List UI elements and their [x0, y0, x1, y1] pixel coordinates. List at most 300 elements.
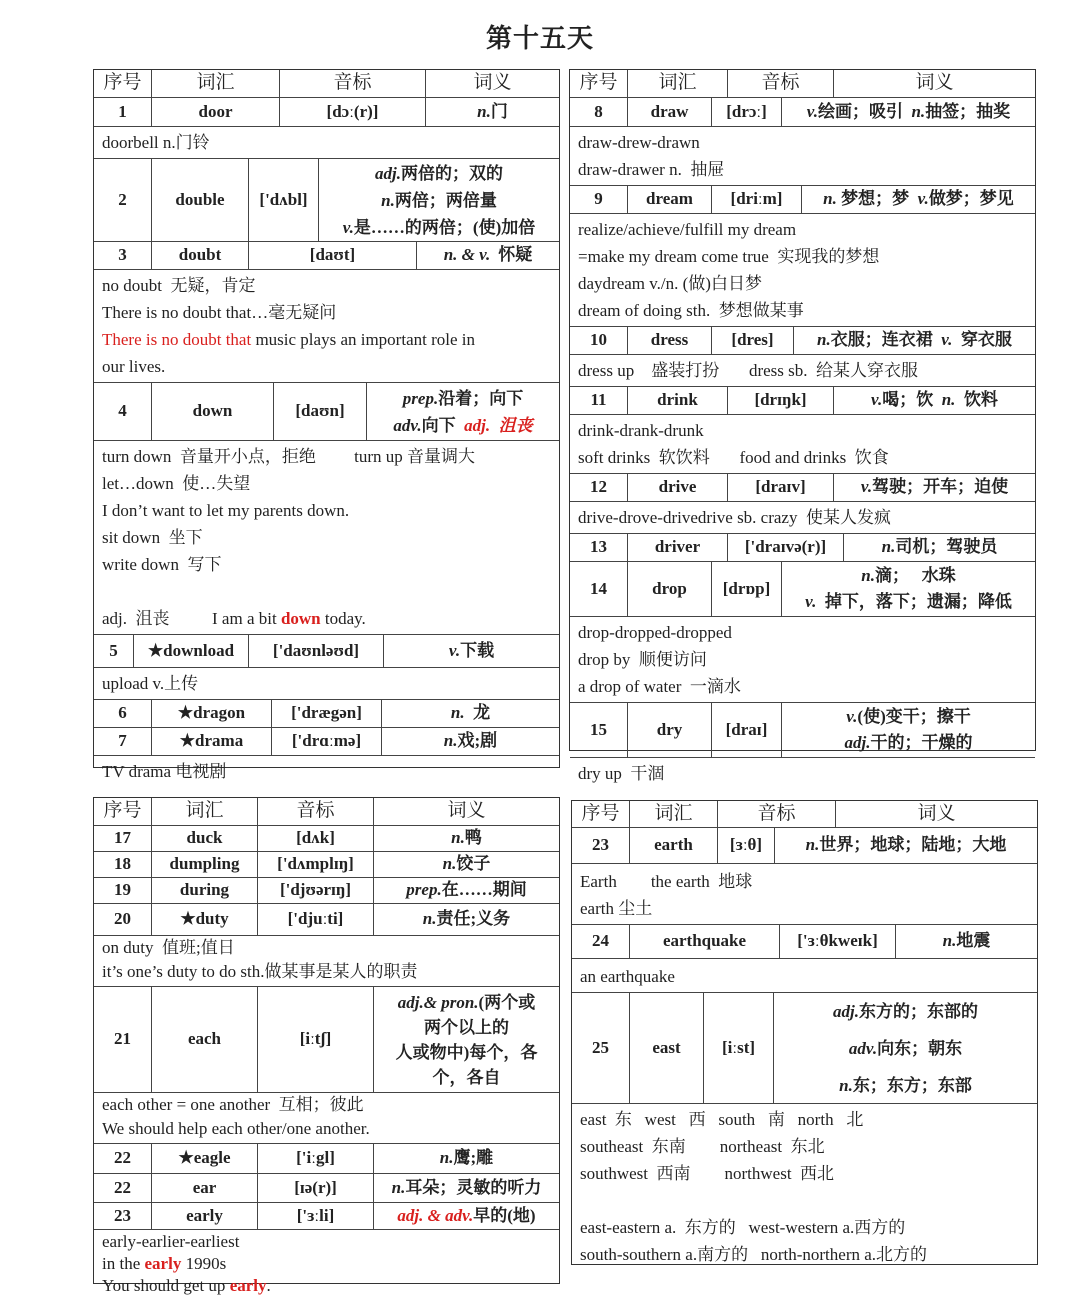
pos: n. [881, 537, 896, 557]
phonetic: ['iːgl] [258, 1144, 374, 1173]
word: drive [628, 474, 728, 501]
row-number: 1 [94, 98, 152, 126]
note-text: music plays an important role in [251, 330, 475, 349]
meaning-text: 门 [490, 101, 508, 121]
word: east [630, 993, 704, 1103]
note-line: soft drinks 软饮料 food and drinks 饮食 [578, 448, 889, 467]
meaning [782, 703, 1035, 757]
pos: n. [839, 1075, 853, 1095]
note-line: no doubt 无疑，肯定 [102, 276, 256, 295]
phonetic: [dɔː(r)] [280, 98, 426, 126]
row-number: 17 [94, 826, 152, 851]
note-line: doorbell n.门铃 [102, 133, 210, 152]
pos: v. [342, 217, 354, 237]
row-number: 19 [94, 878, 152, 903]
table-row [94, 904, 559, 936]
pos: v. [806, 101, 818, 121]
pos: n. [942, 931, 957, 951]
note-line: each other = one another 互相；彼此 [102, 1095, 364, 1114]
header-phonetic: 音标 [718, 801, 836, 827]
vocab-table-4 [571, 800, 1038, 1265]
note-line: early-earlier-earliest [102, 1232, 240, 1251]
table-row [572, 993, 1037, 1104]
meaning [367, 383, 559, 440]
meaning-text: 在……期间 [441, 880, 527, 900]
note [572, 959, 1037, 993]
meaning [782, 562, 1035, 616]
pos: v. [448, 640, 461, 660]
phonetic: [iːtʃ] [258, 987, 374, 1092]
page-title: 第十五天 [485, 24, 594, 53]
table-row [570, 474, 1035, 502]
meaning-text: 向东；朝东 [877, 1038, 963, 1058]
header-no: 序号 [570, 70, 628, 97]
table-row [570, 98, 1035, 127]
meaning-text: 世界；地球；陆地；大地 [819, 835, 1007, 855]
word: ★eagle [152, 1144, 258, 1173]
meaning-text: 龙 [464, 703, 491, 723]
meaning-text: 饺子 [456, 854, 491, 874]
note-line: =make my dream come true 实现我的梦想 [578, 247, 880, 266]
note [94, 127, 559, 159]
word: earthquake [630, 925, 780, 958]
header-phonetic: 音标 [258, 798, 374, 825]
meaning-text: 干的；干燥的 [870, 733, 973, 752]
pos: v. [871, 390, 883, 410]
row-number: 24 [572, 925, 630, 958]
note-text: You should get up [102, 1276, 230, 1295]
word: ★duty [152, 904, 258, 935]
meaning-text: 梦想；梦 [836, 189, 918, 209]
meaning [417, 242, 559, 269]
phonetic: [daʊn] [274, 383, 367, 440]
header-no: 序号 [94, 70, 152, 97]
row-number: 2 [94, 159, 152, 241]
row-number: 6 [94, 700, 152, 727]
pos: n. [391, 1177, 406, 1197]
table-row [570, 534, 1035, 562]
table-row [94, 852, 559, 878]
word: ★download [134, 635, 249, 667]
pos: v. [917, 189, 929, 209]
word: dry [628, 703, 712, 757]
meaning [774, 993, 1037, 1103]
note-line: We should help each other/one another. [102, 1119, 370, 1138]
table-row [94, 1174, 559, 1203]
header-word: 词汇 [630, 801, 718, 827]
word: driver [628, 534, 728, 561]
header-meaning: 词义 [917, 802, 956, 824]
meaning-text: 沿着；向下 [438, 388, 524, 408]
row-number: 18 [94, 852, 152, 877]
phonetic: ['ɜːli] [258, 1203, 374, 1229]
meaning-text: 个，各自 [432, 1067, 501, 1087]
pos: n. [439, 1148, 454, 1168]
note [570, 127, 1035, 186]
meaning-text: 鹰;雕 [453, 1148, 494, 1168]
meaning-text: 掉下，落下；遗漏；降低 [816, 592, 1012, 611]
word: drop [628, 562, 712, 616]
note-line: let…down 使…失望 [102, 474, 251, 493]
row-number: 13 [570, 534, 628, 561]
meaning-text: 滴； 水珠 [874, 566, 956, 585]
meaning-text: 饮料 [955, 390, 998, 410]
note-line [102, 605, 551, 632]
note-line: daydream v./n. (做)白日梦 [578, 274, 762, 293]
pos: n. [911, 101, 926, 121]
note-line: drop by 顺便访问 [578, 650, 707, 669]
meaning [802, 186, 1035, 213]
note-text: today. [320, 609, 366, 628]
note-line: our lives. [102, 357, 166, 376]
pos: v. [846, 707, 858, 726]
note-line: southeast 东南 northeast 东北 [580, 1137, 825, 1156]
table-header [572, 801, 1037, 828]
word: each [152, 987, 258, 1092]
header-phonetic: 音标 [728, 70, 834, 97]
meaning-text: 驾驶；开车；迫使 [872, 477, 1009, 497]
pos: n. [941, 390, 956, 410]
note-line: upload v.上传 [102, 674, 199, 693]
note [570, 617, 1035, 703]
note-line [102, 326, 551, 353]
row-number: 7 [94, 728, 152, 755]
meaning-text: 司机；驾驶员 [895, 537, 998, 557]
word: during [152, 878, 258, 903]
row-number: 25 [572, 993, 630, 1103]
note [570, 758, 1035, 789]
vocab-table-3 [93, 797, 560, 1295]
note [94, 756, 559, 787]
meaning-text: 是……的两倍；(使)加倍 [353, 217, 536, 237]
meaning-text: 抽签；抽奖 [925, 101, 1011, 121]
word: ear [152, 1174, 258, 1202]
note [570, 355, 1035, 387]
table-row [94, 700, 559, 728]
meaning-text: 向下 [421, 415, 465, 435]
word: double [152, 159, 249, 241]
meaning [782, 98, 1035, 126]
header-word: 词汇 [152, 70, 280, 97]
note-line [102, 578, 551, 605]
note-line: southwest 西南 northwest 西北 [580, 1164, 835, 1183]
word: duck [152, 826, 258, 851]
header-phonetic: 音标 [280, 70, 426, 97]
note [570, 502, 1035, 534]
pos: n. [450, 703, 465, 723]
meaning [834, 387, 1035, 414]
note-text: adj. 沮丧 I am a bit [102, 609, 281, 628]
meaning-text: 东方的；东部的 [858, 1001, 978, 1021]
table-row [94, 383, 559, 441]
table-row [570, 186, 1035, 214]
meaning-text: 做梦；梦见 [928, 189, 1014, 209]
note-line: I don’t want to let my parents down. [102, 501, 350, 520]
table-row [572, 925, 1037, 959]
meaning-text: (两个或 [478, 992, 536, 1012]
meaning [384, 635, 559, 667]
note [572, 1104, 1037, 1270]
note-line: There is no doubt that…毫无疑问 [102, 303, 337, 322]
note-line: east-eastern a. 东方的 west-western a.西方的 [580, 1218, 906, 1237]
note-line: dry up 干涸 [578, 764, 665, 783]
table-row [570, 703, 1035, 758]
phonetic: ['dʌmplɪŋ] [258, 852, 374, 877]
phonetic: [drɪŋk] [728, 387, 834, 414]
meaning-text: 东；东方；东部 [852, 1075, 972, 1095]
note-line [102, 1275, 551, 1297]
pos: n. [381, 190, 395, 210]
note-line: drive-drove-drivedrive sb. crazy 使某人发疯 [578, 508, 891, 527]
meaning-text: 两倍的；双的 [400, 163, 503, 183]
phonetic: ['djuːti] [258, 904, 374, 935]
word: dumpling [152, 852, 258, 877]
word: ★drama [152, 728, 272, 755]
note [570, 415, 1035, 474]
note-line: a drop of water 一滴水 [578, 677, 741, 696]
row-number: 22 [94, 1174, 152, 1202]
row-number: 10 [570, 327, 628, 354]
note [94, 936, 559, 987]
table-row [94, 1203, 559, 1230]
meaning [382, 728, 559, 755]
meaning [834, 474, 1035, 501]
pos: n. [823, 189, 837, 209]
note-line: east 东 west 西 south 南 north 北 [580, 1110, 864, 1129]
pos: adj. & adv. [397, 1205, 474, 1225]
table-row [570, 327, 1035, 355]
meaning [844, 534, 1035, 561]
header-word: 词汇 [628, 70, 728, 97]
note-line [102, 1253, 551, 1275]
note-line: on duty 值班;值日 [102, 938, 235, 957]
meaning [374, 1144, 559, 1173]
pos: adv. [848, 1038, 878, 1058]
word: draw [628, 98, 712, 126]
meaning-text: 怀疑 [498, 245, 533, 265]
meaning-text: 戏;剧 [457, 731, 498, 751]
meaning [374, 987, 559, 1092]
phonetic: [drɒp] [712, 562, 782, 616]
pos: v. [860, 477, 873, 497]
highlight-text: early [144, 1254, 182, 1273]
meaning-text: 绘画；吸引 [817, 101, 912, 121]
header-no: 序号 [94, 798, 152, 825]
table-row [94, 826, 559, 852]
note-line: earth 尘土 [580, 899, 653, 918]
pos: adj. [844, 733, 871, 752]
note [94, 441, 559, 635]
row-number: 11 [570, 387, 628, 414]
word: down [152, 383, 274, 440]
note [94, 1093, 559, 1144]
highlight-text: adj. 沮丧 [464, 415, 533, 435]
pos: n. [861, 566, 875, 585]
note-line: TV drama 电视剧 [102, 762, 227, 781]
pos: n. [443, 731, 458, 751]
note-line: write down 写下 [102, 555, 222, 574]
row-number: 20 [94, 904, 152, 935]
word: early [152, 1203, 258, 1229]
note-line: drop-dropped-dropped [578, 623, 732, 642]
vocab-table-1 [93, 69, 560, 781]
note [94, 270, 559, 383]
note-text: in the [102, 1254, 145, 1273]
note-line [580, 1187, 1029, 1214]
word: dress [628, 327, 712, 354]
meaning [374, 1203, 559, 1229]
word: doubt [152, 242, 249, 269]
table-row [94, 728, 559, 756]
row-number: 23 [572, 828, 630, 863]
table-header [94, 70, 559, 98]
pos: n. [805, 835, 820, 855]
phonetic: ['daʊnləʊd] [249, 635, 384, 667]
phonetic: [iːst] [704, 993, 774, 1103]
meaning-text: 衣服；连衣裙 [830, 330, 942, 350]
meaning-text: 地震 [956, 931, 991, 951]
pos: adj. [833, 1001, 859, 1021]
row-number: 12 [570, 474, 628, 501]
note-text: . [266, 1276, 271, 1295]
row-number: 8 [570, 98, 628, 126]
header-meaning: 词义 [915, 72, 954, 94]
table-row [94, 635, 559, 668]
highlight-text: There is no doubt that [102, 330, 252, 349]
note-line: south-southern a.南方的 north-northern a.北方的 [580, 1245, 928, 1264]
table-row [94, 159, 559, 242]
meaning-text: 早的(地) [473, 1205, 536, 1225]
row-number: 22 [94, 1144, 152, 1173]
pos: n. [477, 101, 491, 121]
phonetic: [dres] [712, 327, 794, 354]
word: door [152, 98, 280, 126]
highlight-text: down [280, 609, 321, 628]
row-number: 15 [570, 703, 628, 757]
row-number: 9 [570, 186, 628, 213]
pos: n. [451, 828, 465, 848]
meaning-text: 耳朵；灵敏的听力 [405, 1177, 542, 1197]
phonetic: [dʌk] [258, 826, 374, 851]
meaning [374, 852, 559, 877]
meaning-text: 下载 [460, 640, 495, 660]
meaning-text: (使)变干；擦干 [857, 707, 971, 726]
header-meaning: 词义 [473, 72, 512, 94]
table-row [94, 98, 559, 127]
table-row [570, 562, 1035, 617]
note [94, 1230, 559, 1299]
meaning-text: 责任;义务 [436, 909, 511, 929]
phonetic: ['drɑːmə] [272, 728, 382, 755]
table-row [572, 828, 1037, 864]
note-line: sit down 坐下 [102, 528, 203, 547]
pos: prep. [406, 880, 442, 900]
meaning [794, 327, 1035, 354]
meaning-text: 喝；饮 [882, 390, 942, 410]
phonetic: ['draɪvə(r)] [728, 534, 844, 561]
row-number: 3 [94, 242, 152, 269]
pos: n. [422, 909, 437, 929]
note [572, 864, 1037, 925]
meaning-text: 两倍；两倍量 [394, 190, 497, 210]
phonetic: [driːm] [712, 186, 802, 213]
header-word: 词汇 [152, 798, 258, 825]
meaning [775, 828, 1037, 863]
row-number: 4 [94, 383, 152, 440]
pos: n. [442, 854, 457, 874]
phonetic: [draɪ] [712, 703, 782, 757]
note-line: draw-drawer n. 抽屉 [578, 160, 725, 179]
phonetic: [draɪv] [728, 474, 834, 501]
note-line: Earth the earth 地球 [580, 872, 753, 891]
meaning [426, 98, 559, 126]
phonetic: ['djʊərɪŋ] [258, 878, 374, 903]
meaning [382, 700, 559, 727]
pos: v. [805, 592, 817, 611]
note-line: drink-drank-drunk [578, 421, 704, 440]
header-meaning: 词义 [447, 800, 486, 822]
note-line: draw-drew-drawn [578, 133, 700, 152]
meaning [374, 826, 559, 851]
word: earth [630, 828, 718, 863]
meaning [319, 159, 559, 241]
meaning-text: 两个以上的 [424, 1017, 509, 1037]
row-number: 23 [94, 1203, 152, 1229]
row-number: 21 [94, 987, 152, 1092]
pos: n. & v. [443, 245, 491, 265]
table-header [570, 70, 1035, 98]
phonetic: [drɔː] [712, 98, 782, 126]
note-line: an earthquake [580, 967, 675, 986]
note-text: 1990s [181, 1254, 227, 1273]
note-line: realize/achieve/fulfill my dream [578, 220, 797, 239]
word: drink [628, 387, 728, 414]
pos: adj. [375, 163, 401, 183]
pos: prep. [402, 388, 439, 408]
note [570, 214, 1035, 327]
vocab-table-2 [569, 69, 1036, 783]
meaning-text: 鸭 [464, 828, 482, 848]
pos: v. [941, 330, 953, 350]
note-line: dream of doing sth. 梦想做某事 [578, 301, 804, 320]
phonetic: [ɜːθ] [718, 828, 775, 863]
highlight-text: early [229, 1276, 267, 1295]
meaning-text: 人或物中)每个，各 [395, 1042, 538, 1062]
header-no: 序号 [572, 801, 630, 827]
row-number: 5 [94, 635, 134, 667]
meaning [374, 878, 559, 903]
phonetic: [daʊt] [249, 242, 417, 269]
phonetic: ['dʌbl] [249, 159, 319, 241]
phonetic: [ɪə(r)] [258, 1174, 374, 1202]
meaning [374, 904, 559, 935]
pos: n. [817, 330, 831, 350]
note-line: dress up 盛装打扮 dress sb. 给某人穿衣服 [578, 361, 918, 380]
pos: adj.& pron. [397, 992, 479, 1012]
meaning-text: 穿衣服 [952, 330, 1012, 350]
note-line: it’s one’s duty to do sth.做某事是某人的职责 [102, 962, 418, 981]
table-header [94, 798, 559, 826]
table-row [570, 387, 1035, 415]
pos: adv. [393, 415, 422, 435]
note [94, 668, 559, 700]
table-row [94, 878, 559, 904]
phonetic: ['ɜːθkweɪk] [780, 925, 896, 958]
meaning [374, 1174, 559, 1202]
word: dream [628, 186, 712, 213]
row-number: 14 [570, 562, 628, 616]
word: ★dragon [152, 700, 272, 727]
